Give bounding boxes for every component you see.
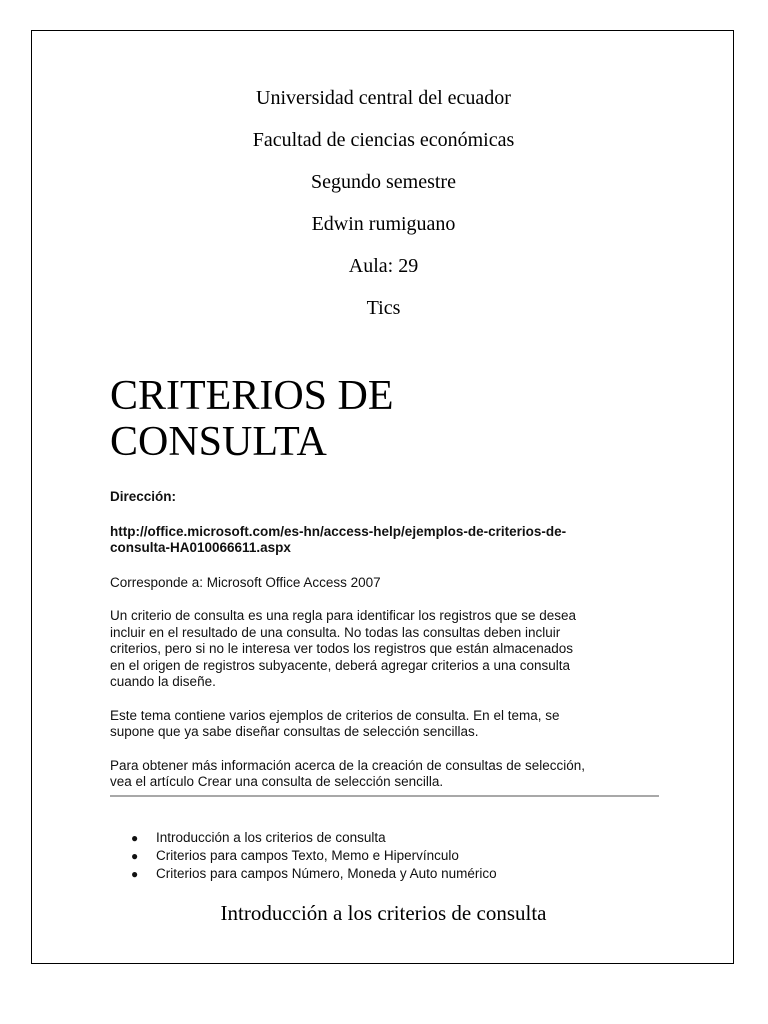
toc-item[interactable] [127,865,497,883]
source-url-line-2: consulta-HA010066611.aspx [110,540,291,555]
university-name: Universidad central del ecuador [256,87,511,109]
section-heading: Introducción a los criterios de consulta [220,901,547,925]
bullet-icon: ● [131,867,139,881]
paragraph-intro [110,608,662,691]
paragraph-line: cuando la diseñe. [110,674,216,689]
paragraph-line: Un criterio de consulta es una regla para identificar los registros que se desea [110,608,577,623]
cover-block [32,83,735,335]
toc-item-label: Introducción a los criterios de consulta [156,830,386,845]
applies-to: Corresponde a: Microsoft Office Access 2007 [110,574,381,590]
direction-label: Dirección: [110,489,177,504]
paragraph-topic [110,708,662,741]
source-url[interactable] [110,524,662,557]
paragraph-line: criterios, pero si no le interesa ver todos los registros que están almacenados [110,641,573,656]
title-line-1: CRITERIOS DE [110,373,394,419]
body-text [110,489,662,791]
source-url-line-1: http://office.microsoft.com/es-hn/access-help/ejemplos-de-criterios-de- [110,523,567,539]
paragraph-more-info [110,758,662,791]
toc-item-label: Criterios para campos Número, Moneda y Auto numérico [156,866,497,881]
paragraph-line: vea el artículo Crear una consulta de selección sencilla. [110,774,444,789]
toc-item-label: Criterios para campos Texto, Memo e Hipervínculo [156,848,459,863]
title-line-2: CONSULTA [110,419,327,465]
semester: Segundo semestre [311,171,456,193]
subject: Tics [366,297,401,319]
toc-list [127,829,497,883]
document-page [31,30,734,964]
faculty-name: Facultad de ciencias económicas [252,129,515,151]
paragraph-line: incluir en el resultado de una consulta. No todas las consultas deben incluir [110,624,561,640]
paragraph-line: Para obtener más información acerca de la creación de consultas de selección, [110,757,586,773]
toc-item[interactable] [127,847,497,865]
toc-item[interactable] [127,829,497,847]
horizontal-divider [110,795,659,797]
classroom: Aula: 29 [348,255,419,277]
bullet-icon: ● [131,849,139,863]
bullet-icon: ● [131,831,139,845]
paragraph-line: supone que ya sabe diseñar consultas de selección sencillas. [110,724,479,739]
paragraph-line: en el origen de registros subyacente, deberá agregar criterios a una consulta [110,657,571,673]
paragraph-line: Este tema contiene varios ejemplos de criterios de consulta. En el tema, se [110,707,560,723]
document-title [110,373,394,465]
author-name: Edwin rumiguano [311,213,456,235]
